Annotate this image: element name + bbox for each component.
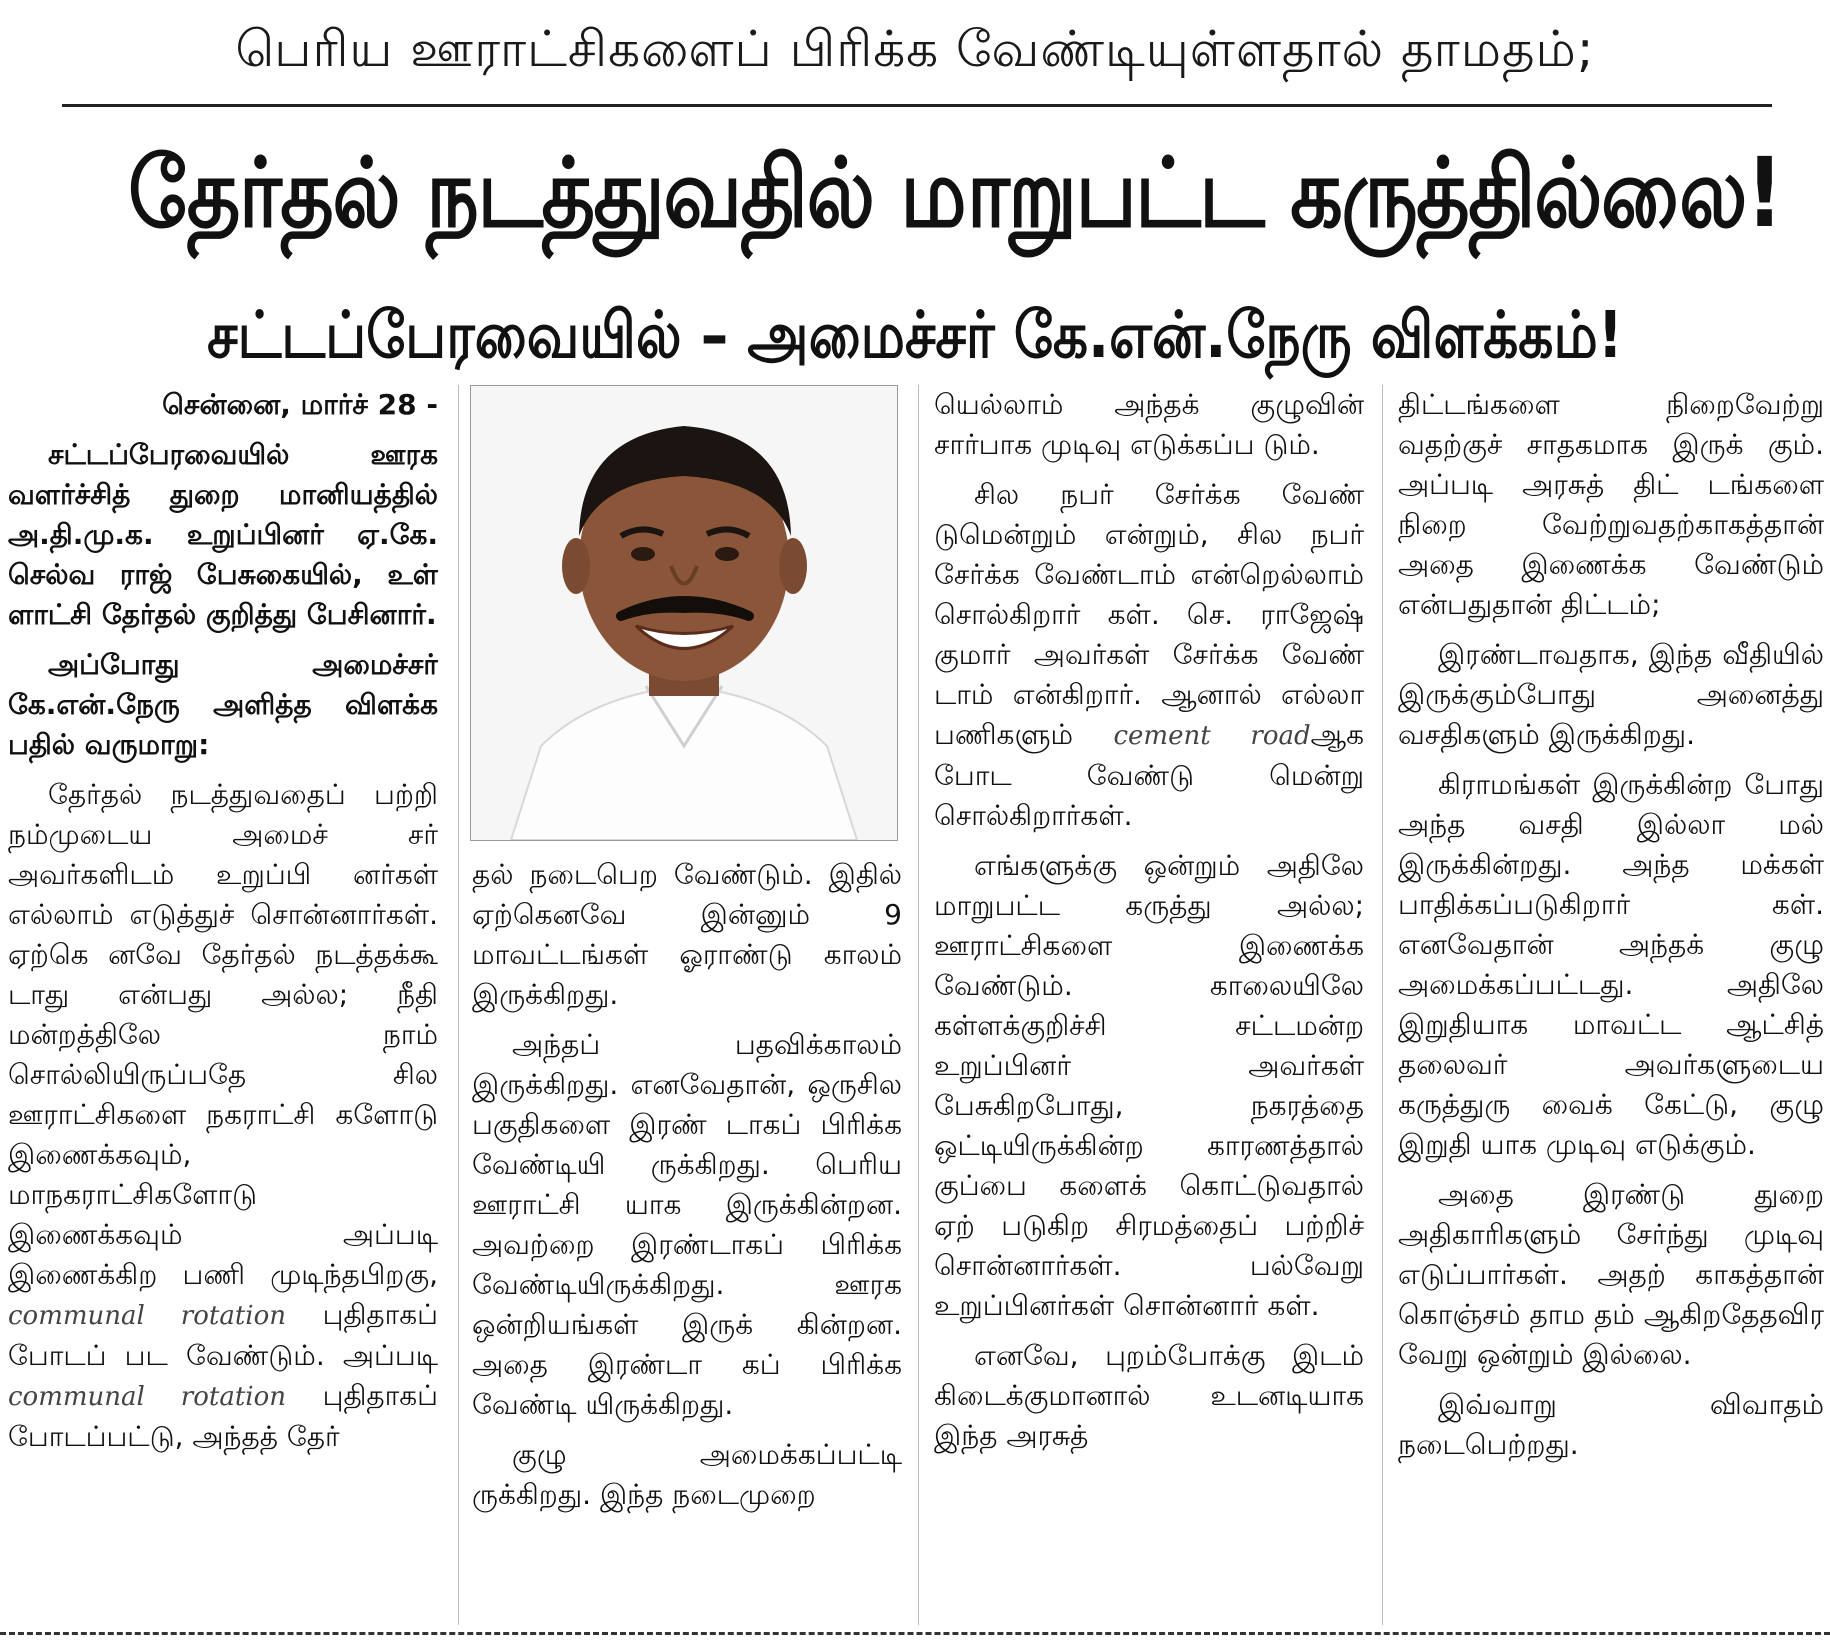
column-divider (918, 385, 919, 1625)
body-text: புதிதாகப் போடப் பட வேண்டும். அப்படி (8, 1298, 438, 1372)
lead-paragraph: சட்டப்பேரவையில் ஊரக வளர்ச்சித் துறை மானியத்தில் அ.தி.மு.க. உறுப்பினர் ஏ.கே. செல்வ ராஜ் பேசுகையில், உள் ளாட்சி தேர்தல் குறித்து பேசினார். (8, 438, 438, 631)
lead-paragraph-2: அப்போது அமைச்சர் கே.என்.நேரு அளித்த விளக்க பதில் வருமாறு: (8, 648, 438, 761)
body-paragraph: அந்தப் பதவிக்காலம் இருக்கிறது. எனவேதான், ஒருசில பகுதிகளை இரண் டாகப் பிரிக்க வேண்டியி ருக்கிறது. பெரிய ஊராட்சி யாக இருக்கின்றன. அவற்றை இரண்டாகப் பிரிக்க வேண்டியிருக்கிறது. ஊரக ஒன்றியங்கள் இருக் கின்றன. அதை இரண்டா கப் பிரிக்க வேண்டி யிருக்கிறது. (472, 1028, 902, 1421)
article-column-3 (934, 385, 1364, 1625)
body-paragraph: குழு அமைக்கப்பட்டி ருக்கிறது. இந்த நடைமுறை (472, 1438, 902, 1511)
article-column-1 (8, 385, 438, 1625)
sub-headline: சட்டப்பேரவையில் – அமைச்சர் கே.என்.நேரு விளக்கம்! (207, 299, 1623, 373)
header-divider (62, 104, 1772, 107)
minister-photo (470, 385, 898, 841)
article-column-2 (472, 855, 902, 1625)
body-text: தேர்தல் நடத்துவதைப் பற்றி நம்முடைய அமைச் சர் அவர்களிடம் உறுப்பி னர்கள் எல்லாம் எடுத்துச் சொன்னார்கள். ஏற்கெ னவே தேர்தல் நடத்தக்கூ டாது என்பது அல்ல; நீதி மன்றத்திலே நாம் சொல்லியிருப்பதே சில ஊராட்சிகளை நகராட்சி களோடு இணைக்கவும், மாநகராட்சிகளோடு இணைக்கவும் அப்படி இணைக்கிற பணி முடிந்தபிறகு, (8, 778, 438, 1291)
body-text: புதிதாகப் போடப்பட்டு, அந்தத் தேர் (8, 1379, 438, 1453)
bottom-dashed-rule (0, 1632, 1830, 1635)
main-headline: தேர்தல் நடத்துவதில் மாறுபட்ட கருத்தில்லை! (128, 137, 1782, 249)
kicker-headline: பெரிய ஊராட்சிகளைப் பிரிக்க வேண்டியுள்ளதால் தாமதம்; (235, 20, 1595, 78)
dateline: சென்னை, மார்ச் 28 - (162, 388, 438, 421)
body-paragraph (934, 475, 1364, 836)
body-paragraph (8, 775, 438, 1457)
portrait-illustration (471, 386, 897, 840)
body-paragraph: தல் நடைபெற வேண்டும். இதில் ஏற்கெனவே இன்னும் 9 மாவட்டங்கள் ஓராண்டு காலம் இருக்கிறது. (472, 858, 902, 1011)
column-divider (458, 385, 459, 1625)
english-term: cement road (1113, 721, 1311, 751)
body-paragraph: இவ்வாறு விவாதம் நடைபெற்றது. (1398, 1388, 1824, 1461)
body-paragraph: எனவே, புறம்போக்கு இடம் கிடைக்குமானால் உடனடியாக இந்த அரசுத் (934, 1339, 1364, 1452)
body-text: ஆக போட வேண்டு மென்று சொல்கிறார்கள். (934, 718, 1364, 832)
body-paragraph: திட்டங்களை நிறைவேற்று வதற்குச் சாதகமாக இருக் கும். அப்படி அரசுத் திட் டங்களை நிறை வேற்றுவதற்காகத்தான் அதை இணைக்க வேண்டும் என்பதுதான் திட்டம்; (1398, 388, 1824, 621)
body-paragraph: இரண்டாவதாக, இந்த வீதியில் இருக்கும்போது அனைத்து வசதிகளும் இருக்கிறது. (1398, 638, 1824, 751)
column-divider (1382, 385, 1383, 1625)
article-column-4 (1398, 385, 1824, 1625)
body-paragraph: கிராமங்கள் இருக்கின்ற போது அந்த வசதி இல்லா மல் இருக்கின்றது. அந்த மக்கள் பாதிக்கப்படுகிறார் கள். எனவேதான் அந்தக் குழு அமைக்கப்பட்டது. அதிலே இறுதியாக மாவட்ட ஆட்சித் தலைவர் அவர்களுடைய கருத்துரு வைக் கேட்டு, குழு இறுதி யாக முடிவு எடுக்கும். (1398, 768, 1824, 1161)
body-paragraph: எங்களுக்கு ஒன்றும் அதிலே மாறுபட்ட கருத்து அல்ல; ஊராட்சிகளை இணைக்க வேண்டும். காலையிலே கள்ளக்குறிச்சி சட்டமன்ற உறுப்பினர் அவர்கள் பேசுகிறபோது, நகரத்தை ஒட்டியிருக்கின்ற காரணத்தால் குப்பை களைக் கொட்டுவதால் ஏற் படுகிற சிரமத்தைப் பற்றிச் சொன்னார்கள். பல்வேறு உறுப்பினர்கள் சொன்னார் கள். (934, 849, 1364, 1322)
body-paragraph: அதை இரண்டு துறை அதிகாரிகளும் சேர்ந்து முடிவு எடுப்பார்கள். அதற் காகத்தான் கொஞ்சம் தாம தம் ஆகிறதேதவிர வேறு ஒன்றும் இல்லை. (1398, 1178, 1824, 1371)
english-term: communal rotation (8, 1382, 286, 1412)
english-term: communal rotation (8, 1301, 286, 1331)
body-text: சில நபர் சேர்க்க வேண் டுமென்றும் என்றும், சில நபர் சேர்க்க வேண்டாம் என்றெல்லாம் சொல்கிறார் கள். செ. ராஜேஷ் குமார் அவர்கள் சேர்க்க வேண் டாம் என்கிறார். ஆனால் எல்லா பணிகளும் (934, 478, 1364, 751)
body-paragraph: யெல்லாம் அந்தக் குழுவின் சார்பாக முடிவு எடுக்கப்ப டும். (934, 388, 1364, 461)
